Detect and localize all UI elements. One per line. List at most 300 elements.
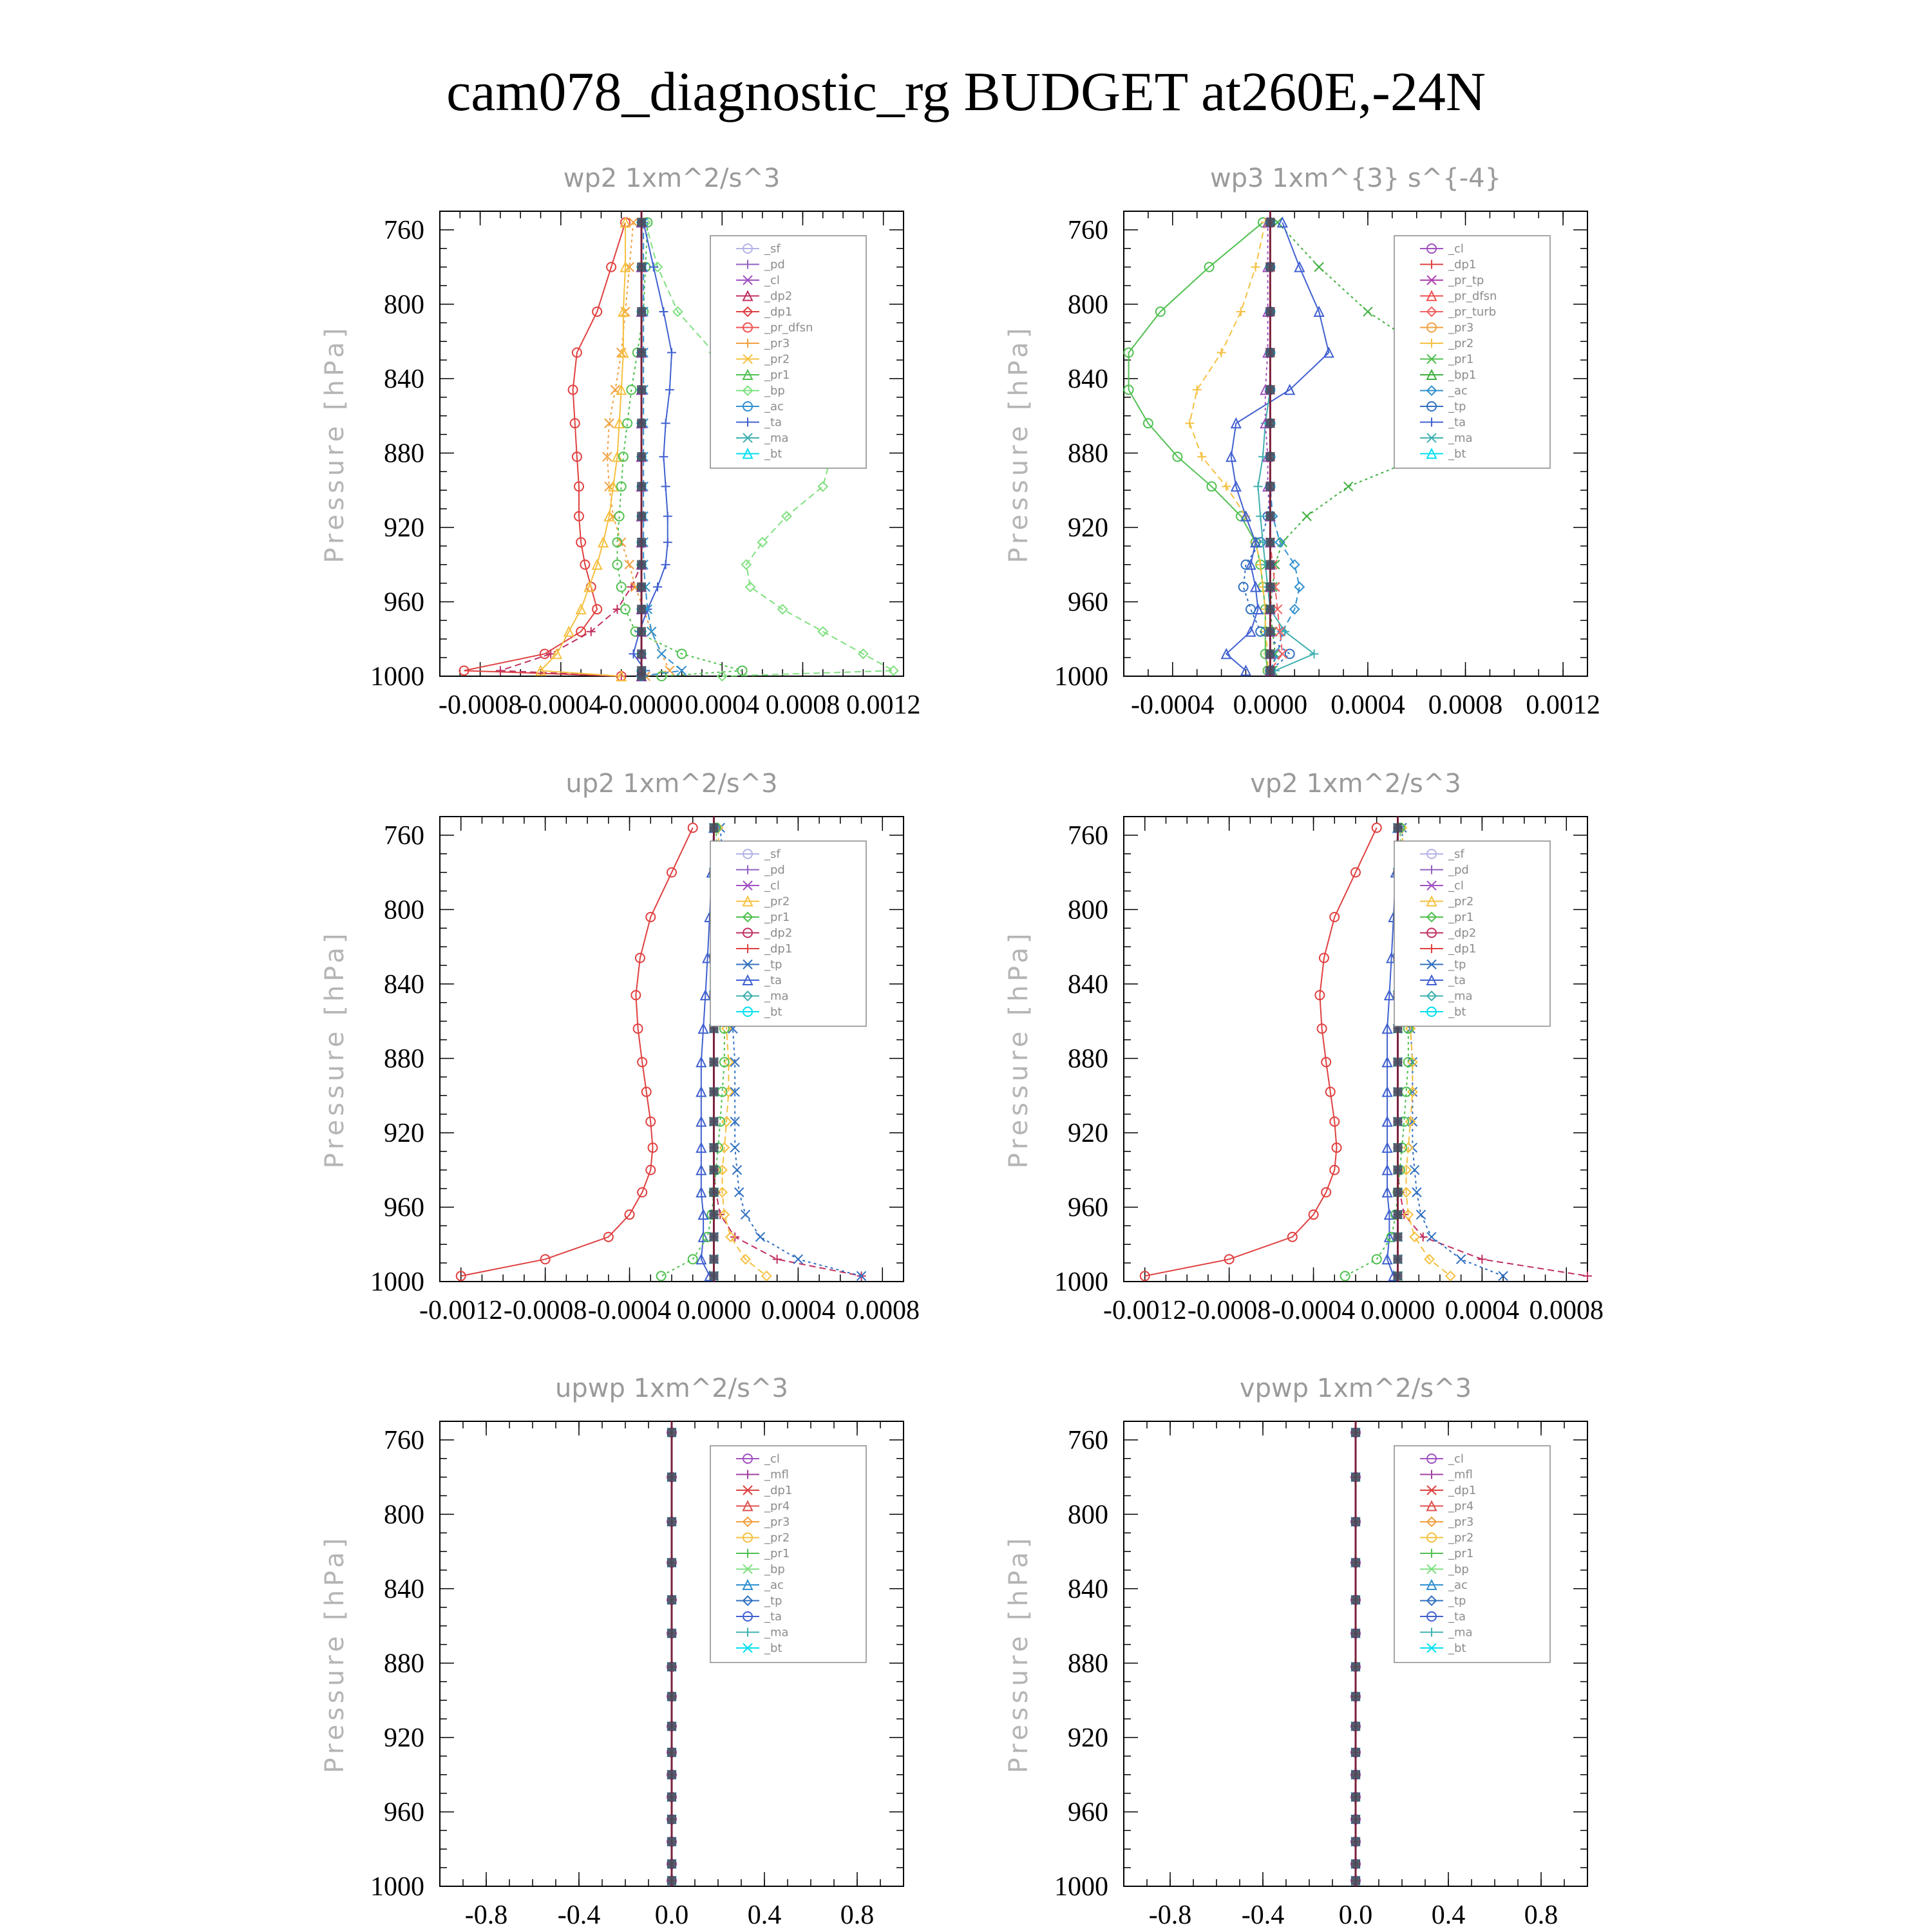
series-line bbox=[1244, 222, 1290, 670]
data-point bbox=[732, 1166, 741, 1175]
data-point bbox=[1197, 452, 1206, 461]
legend-label: _tp bbox=[1448, 1594, 1466, 1608]
x-tick-label: -0.0012 bbox=[1103, 1296, 1187, 1325]
legend-label: _ta bbox=[1448, 974, 1466, 987]
zero-profile-marker bbox=[709, 1057, 718, 1066]
zero-profile-marker bbox=[667, 1662, 676, 1671]
y-tick-label: 920 bbox=[384, 1118, 424, 1148]
x-tick-label: -0.0008 bbox=[438, 690, 522, 720]
zero-profile-marker bbox=[1351, 1662, 1360, 1671]
data-point bbox=[1251, 263, 1260, 272]
legend-label: _pr1 bbox=[764, 911, 790, 924]
y-axis-label: Pressure [hPa] bbox=[1004, 929, 1034, 1169]
legend-label: _pr4 bbox=[1448, 1499, 1474, 1513]
legend-label: _sf bbox=[764, 848, 781, 861]
legend-label: _bp1 bbox=[1448, 368, 1477, 382]
legend-label: _pr_dfsn bbox=[764, 321, 813, 335]
legend-label: _bt bbox=[1448, 1642, 1466, 1655]
data-point bbox=[1302, 512, 1311, 521]
zero-profile-marker bbox=[667, 1692, 676, 1701]
legend-label: _tp bbox=[1448, 400, 1466, 413]
zero-profile-marker bbox=[1351, 1815, 1360, 1824]
x-tick-label: 0.0008 bbox=[765, 690, 840, 720]
zero-profile-marker bbox=[1265, 452, 1274, 461]
legend-label: _pr4 bbox=[764, 1499, 790, 1513]
zero-profile-marker bbox=[667, 1859, 676, 1868]
zero-profile-marker bbox=[1351, 1629, 1360, 1638]
legend-label: _pr2 bbox=[764, 352, 790, 366]
data-point bbox=[1185, 419, 1194, 428]
legend-label: _dp2 bbox=[764, 289, 793, 303]
y-tick-label: 760 bbox=[384, 820, 424, 851]
zero-profile-marker bbox=[1265, 482, 1274, 491]
zero-profile-marker bbox=[667, 1473, 676, 1482]
x-tick-label: -0.0004 bbox=[587, 1296, 672, 1325]
zero-profile-marker bbox=[667, 1837, 676, 1846]
legend-label: _cl bbox=[764, 879, 780, 893]
zero-profile-marker bbox=[1393, 1188, 1402, 1197]
zero-profile-marker bbox=[1393, 1210, 1402, 1219]
data-point bbox=[657, 649, 666, 658]
legend-label: _bt bbox=[1448, 1005, 1466, 1019]
zero-profile-marker bbox=[667, 1629, 676, 1638]
x-tick-label: 0.0004 bbox=[1331, 690, 1405, 720]
series-dp1 bbox=[460, 218, 630, 681]
data-point bbox=[741, 1210, 750, 1219]
x-tick-label: -0.0000 bbox=[600, 690, 683, 720]
y-tick-label: 920 bbox=[384, 513, 424, 543]
zero-profile-marker bbox=[1265, 605, 1274, 614]
zero-profile-marker bbox=[667, 1428, 676, 1437]
zero-profile-marker bbox=[1351, 1692, 1360, 1701]
zero-profile-marker bbox=[637, 560, 646, 569]
zero-profile-marker bbox=[1393, 1087, 1402, 1096]
zero-profile-marker bbox=[1393, 823, 1402, 832]
legend-label: _ma bbox=[1448, 1625, 1473, 1640]
zero-profile-marker bbox=[709, 823, 718, 832]
page-title: cam078_diagnostic_rg BUDGET at260E,-24N bbox=[446, 61, 1486, 122]
x-tick-label: -0.4 bbox=[557, 1900, 601, 1930]
x-tick-label: -0.8 bbox=[464, 1900, 508, 1930]
y-tick-label: 800 bbox=[384, 290, 424, 320]
zero-profile-marker bbox=[709, 1166, 718, 1175]
legend-label: _dp1 bbox=[1448, 1484, 1477, 1497]
zero-profile-marker bbox=[667, 1876, 676, 1885]
zero-profile-marker bbox=[637, 672, 646, 681]
legend-label: _ma bbox=[764, 1625, 789, 1640]
series-dp2 bbox=[496, 218, 646, 681]
series-dp1 bbox=[1141, 823, 1381, 1280]
chart-subtitle: wp2 1xm^2/s^3 bbox=[563, 164, 781, 193]
legend-label: _sf bbox=[1448, 848, 1464, 861]
chart-panel-0 bbox=[320, 164, 920, 720]
chart-panel-4 bbox=[320, 1374, 904, 1930]
legend-label: _cl bbox=[1448, 1452, 1464, 1466]
y-tick-label: 920 bbox=[1068, 1118, 1108, 1148]
legend-label: _bt bbox=[1448, 447, 1466, 461]
legend-label: _bp bbox=[764, 1562, 785, 1577]
zero-profile-marker bbox=[1393, 1057, 1402, 1066]
y-tick-label: 1000 bbox=[370, 1267, 424, 1297]
data-point bbox=[661, 482, 670, 491]
zero-profile-marker bbox=[637, 627, 646, 636]
zero-profile-marker bbox=[1265, 419, 1274, 428]
data-point bbox=[1410, 1233, 1419, 1242]
y-tick-label: 840 bbox=[384, 364, 424, 394]
legend-label: _tp bbox=[764, 1594, 782, 1608]
chart-panel-3 bbox=[1004, 769, 1604, 1325]
legend-label: _pr3 bbox=[764, 337, 790, 350]
zero-profile-marker bbox=[1265, 627, 1274, 636]
legend-label: _tp bbox=[1448, 958, 1466, 972]
y-tick-label: 1000 bbox=[1054, 1872, 1108, 1902]
x-tick-label: 0.0000 bbox=[676, 1296, 752, 1325]
data-point bbox=[1290, 560, 1299, 569]
zero-profile-marker bbox=[1265, 560, 1274, 569]
data-point bbox=[659, 452, 668, 461]
zero-profile-marker bbox=[1351, 1748, 1360, 1757]
legend-label: _cl bbox=[764, 274, 780, 287]
y-tick-label: 960 bbox=[1068, 587, 1108, 618]
zero-profile-marker bbox=[709, 1087, 718, 1096]
legend-label: _sf bbox=[764, 242, 781, 256]
chart-panel-5 bbox=[1004, 1374, 1587, 1930]
series-ta bbox=[629, 218, 676, 681]
x-tick-label: -0.0012 bbox=[419, 1296, 503, 1325]
y-tick-label: 960 bbox=[384, 1797, 424, 1828]
chart-panel-1 bbox=[1004, 164, 1600, 720]
zero-profile-marker bbox=[709, 1255, 718, 1264]
series-line bbox=[500, 222, 641, 676]
data-point bbox=[653, 582, 662, 591]
data-point bbox=[793, 1255, 802, 1264]
legend-label: _pr3 bbox=[764, 1515, 790, 1529]
zero-profile-marker bbox=[1265, 538, 1274, 547]
zero-profile-marker bbox=[1393, 1255, 1402, 1264]
series-line bbox=[1145, 828, 1377, 1276]
zero-profile-marker bbox=[709, 1271, 718, 1280]
legend-label: _bt bbox=[764, 1005, 782, 1019]
zero-profile-marker bbox=[637, 482, 646, 491]
x-tick-label: 0.0008 bbox=[845, 1296, 920, 1325]
legend-label: _ac bbox=[764, 1578, 784, 1592]
data-point bbox=[667, 348, 676, 357]
legend-label: _pr1 bbox=[1448, 1547, 1474, 1560]
data-point bbox=[496, 666, 505, 675]
legend-label: _ta bbox=[764, 1610, 782, 1624]
legend-label: _ta bbox=[764, 974, 782, 987]
zero-profile-marker bbox=[637, 307, 646, 316]
data-point bbox=[1222, 482, 1231, 491]
legend-label: _pr2 bbox=[764, 895, 790, 909]
y-axis-label: Pressure [hPa] bbox=[1004, 324, 1034, 564]
zero-profile-marker bbox=[1265, 649, 1274, 658]
zero-profile-marker bbox=[1265, 307, 1274, 316]
data-point bbox=[1193, 385, 1202, 394]
zero-profile-marker bbox=[709, 1117, 718, 1126]
series-line bbox=[641, 222, 682, 676]
data-point bbox=[1344, 482, 1353, 491]
legend-label: _ma bbox=[1448, 431, 1473, 445]
data-point bbox=[1314, 263, 1323, 272]
y-tick-label: 840 bbox=[1068, 364, 1108, 394]
x-tick-label: -0.0004 bbox=[1271, 1296, 1356, 1325]
zero-profile-marker bbox=[637, 605, 646, 614]
legend-label: _pr1 bbox=[1448, 911, 1474, 924]
data-point bbox=[625, 560, 634, 569]
data-point bbox=[755, 1233, 764, 1242]
zero-profile-marker bbox=[709, 1233, 718, 1242]
data-point bbox=[1363, 307, 1372, 316]
legend-label: _cl bbox=[764, 1452, 780, 1466]
y-tick-label: 800 bbox=[1068, 290, 1108, 320]
data-point bbox=[1253, 482, 1262, 491]
zero-profile-marker bbox=[1351, 1558, 1360, 1567]
legend-label: _pr_tp bbox=[1448, 274, 1484, 287]
legend-label: _dp2 bbox=[764, 926, 793, 940]
zero-profile-marker bbox=[637, 348, 646, 357]
legend-label: _pr_dfsn bbox=[1448, 289, 1497, 303]
legend-label: _bt bbox=[764, 1642, 782, 1655]
series-line bbox=[1270, 222, 1299, 670]
x-tick-label: 0.0004 bbox=[1444, 1296, 1520, 1325]
legend-label: _pr2 bbox=[1448, 337, 1474, 350]
zero-profile-marker bbox=[709, 1188, 718, 1197]
y-tick-label: 760 bbox=[1068, 820, 1108, 851]
data-point bbox=[1256, 512, 1265, 521]
legend-label: _ac bbox=[764, 400, 784, 413]
zero-profile-marker bbox=[637, 512, 646, 521]
series-dp1 bbox=[457, 823, 697, 1280]
zero-profile-marker bbox=[1393, 1143, 1402, 1152]
legend-label: _pr_turb bbox=[1448, 305, 1497, 319]
zero-profile-marker bbox=[637, 582, 646, 591]
x-tick-label: 0.8 bbox=[1524, 1900, 1558, 1930]
data-point bbox=[1341, 1271, 1350, 1280]
legend-label: _ta bbox=[764, 415, 782, 430]
data-point bbox=[773, 1255, 782, 1264]
chart-subtitle: vpwp 1xm^2/s^3 bbox=[1239, 1374, 1472, 1403]
y-tick-label: 760 bbox=[1068, 1425, 1108, 1455]
zero-profile-marker bbox=[637, 263, 646, 272]
legend-label: _dp1 bbox=[764, 305, 793, 319]
y-tick-label: 760 bbox=[384, 215, 424, 245]
legend-label: _dp2 bbox=[1448, 926, 1477, 940]
x-tick-label: -0.0008 bbox=[1187, 1296, 1271, 1325]
x-tick-label: -0.8 bbox=[1148, 1900, 1192, 1930]
legend-label: _ta bbox=[1448, 1610, 1466, 1624]
y-tick-label: 1000 bbox=[1054, 1267, 1108, 1297]
y-tick-label: 880 bbox=[384, 1649, 424, 1679]
legend-label: _cl bbox=[1448, 879, 1464, 893]
y-tick-label: 840 bbox=[384, 1574, 424, 1604]
zero-profile-marker bbox=[637, 218, 646, 227]
y-tick-label: 880 bbox=[1068, 1044, 1108, 1074]
zero-profile-marker bbox=[1351, 1517, 1360, 1526]
zero-profile-marker bbox=[637, 385, 646, 394]
chart-subtitle: upwp 1xm^2/s^3 bbox=[555, 1374, 788, 1403]
zero-profile-marker bbox=[1393, 1271, 1402, 1280]
y-tick-label: 840 bbox=[384, 969, 424, 999]
y-tick-label: 960 bbox=[384, 1193, 424, 1223]
data-point bbox=[1295, 582, 1304, 591]
data-point bbox=[730, 1143, 739, 1152]
legend-label: _pr2 bbox=[764, 1531, 790, 1545]
y-tick-label: 880 bbox=[384, 1044, 424, 1074]
data-point bbox=[1217, 348, 1226, 357]
y-tick-label: 1000 bbox=[370, 1872, 424, 1902]
zero-profile-marker bbox=[1351, 1595, 1360, 1604]
data-point bbox=[665, 385, 674, 394]
zero-profile-marker bbox=[1265, 582, 1274, 591]
data-point bbox=[663, 512, 672, 521]
zero-profile-marker bbox=[637, 538, 646, 547]
zero-profile-marker bbox=[637, 452, 646, 461]
zero-profile-marker bbox=[667, 1815, 676, 1824]
y-tick-label: 840 bbox=[1068, 969, 1108, 999]
y-tick-label: 960 bbox=[1068, 1797, 1108, 1828]
zero-profile-marker bbox=[1351, 1428, 1360, 1437]
data-point bbox=[663, 538, 672, 547]
y-tick-label: 1000 bbox=[370, 662, 424, 692]
legend-label: _pr1 bbox=[1448, 352, 1474, 366]
zero-profile-marker bbox=[1393, 1117, 1402, 1126]
legend-label: _cl bbox=[1448, 242, 1464, 256]
zero-profile-marker bbox=[709, 1210, 718, 1219]
zero-profile-marker bbox=[1393, 1166, 1402, 1175]
y-tick-label: 840 bbox=[1068, 1574, 1108, 1604]
legend-label: _ac bbox=[1448, 1578, 1468, 1592]
zero-profile-marker bbox=[1265, 218, 1274, 227]
zero-profile-marker bbox=[1351, 1473, 1360, 1482]
chart-subtitle: vp2 1xm^2/s^3 bbox=[1250, 769, 1461, 799]
x-tick-label: 0.0004 bbox=[761, 1296, 836, 1325]
y-tick-label: 880 bbox=[384, 439, 424, 469]
data-point bbox=[661, 419, 670, 428]
data-point bbox=[665, 666, 674, 675]
y-axis-label: Pressure [hPa] bbox=[1004, 1534, 1034, 1774]
legend-label: _pd bbox=[764, 258, 785, 272]
y-tick-label: 920 bbox=[384, 1723, 424, 1753]
x-tick-label: -0.0008 bbox=[503, 1296, 587, 1325]
chart-panel-2 bbox=[320, 769, 920, 1325]
data-point bbox=[1246, 605, 1255, 614]
y-tick-label: 760 bbox=[384, 1425, 424, 1455]
chart-subtitle: wp3 1xm^{3} s^{-4} bbox=[1209, 164, 1502, 193]
y-tick-label: 760 bbox=[1068, 215, 1108, 245]
x-tick-label: 0.0004 bbox=[685, 690, 760, 720]
x-tick-label: 0.0 bbox=[654, 1900, 689, 1930]
zero-profile-marker bbox=[637, 649, 646, 658]
zero-profile-marker bbox=[1351, 1792, 1360, 1801]
y-tick-label: 800 bbox=[384, 1500, 424, 1530]
data-point bbox=[657, 1271, 666, 1280]
zero-profile-marker bbox=[1393, 1233, 1402, 1242]
data-point bbox=[659, 307, 668, 316]
series-line bbox=[1258, 222, 1314, 670]
legend-label: _pr2 bbox=[1448, 1531, 1474, 1545]
data-point bbox=[735, 1188, 744, 1197]
legend-label: _ma bbox=[764, 431, 789, 445]
y-tick-label: 960 bbox=[1068, 1193, 1108, 1223]
legend-label: _dp1 bbox=[764, 1484, 793, 1497]
y-axis-label: Pressure [hPa] bbox=[320, 324, 350, 564]
legend-label: _mfl bbox=[764, 1468, 789, 1482]
data-point bbox=[1583, 1271, 1592, 1280]
series-ma bbox=[1253, 218, 1318, 675]
x-tick-label: 0.0 bbox=[1338, 1900, 1373, 1930]
zero-profile-marker bbox=[1265, 348, 1274, 357]
y-tick-label: 920 bbox=[1068, 1723, 1108, 1753]
zero-profile-marker bbox=[667, 1595, 676, 1604]
zero-profile-marker bbox=[667, 1748, 676, 1757]
y-tick-label: 880 bbox=[1068, 1649, 1108, 1679]
zero-profile-marker bbox=[1351, 1722, 1360, 1731]
zero-profile-marker bbox=[1265, 263, 1274, 272]
y-tick-label: 800 bbox=[1068, 1500, 1108, 1530]
zero-profile-marker bbox=[667, 1770, 676, 1779]
series-line bbox=[1270, 222, 1282, 670]
legend-label: _pd bbox=[1448, 863, 1469, 877]
zero-profile-marker bbox=[709, 1143, 718, 1152]
legend-label: _pd bbox=[764, 863, 785, 877]
x-tick-label: -0.0004 bbox=[1131, 690, 1215, 720]
legend-label: _dp1 bbox=[1448, 258, 1477, 272]
legend-label: _pr1 bbox=[764, 1547, 790, 1560]
legend-label: _pr2 bbox=[1448, 895, 1474, 909]
y-tick-label: 920 bbox=[1068, 513, 1108, 543]
chart-subtitle: up2 1xm^2/s^3 bbox=[565, 769, 778, 799]
legend-label: _dp1 bbox=[1448, 942, 1477, 956]
y-tick-label: 800 bbox=[384, 895, 424, 925]
legend-label: _ac bbox=[1448, 384, 1468, 398]
zero-profile-marker bbox=[1265, 385, 1274, 394]
x-tick-label: 0.8 bbox=[840, 1900, 875, 1930]
series-line bbox=[1189, 222, 1267, 670]
legend-label: _pr3 bbox=[1448, 1515, 1474, 1529]
y-tick-label: 800 bbox=[1068, 895, 1108, 925]
data-point bbox=[661, 560, 670, 569]
y-axis-label: Pressure [hPa] bbox=[320, 929, 350, 1169]
legend-label: _ta bbox=[1448, 415, 1466, 430]
legend-label: _ma bbox=[1448, 989, 1473, 1003]
x-tick-label: 0.4 bbox=[1431, 1900, 1466, 1930]
series-line bbox=[461, 828, 693, 1276]
x-tick-label: 0.4 bbox=[747, 1900, 782, 1930]
zero-profile-marker bbox=[1351, 1876, 1360, 1885]
x-tick-label: 0.0000 bbox=[1233, 690, 1308, 720]
data-point bbox=[1285, 649, 1294, 658]
zero-profile-marker bbox=[1351, 1837, 1360, 1846]
legend-label: _dp1 bbox=[764, 942, 793, 956]
x-tick-label: 0.0008 bbox=[1428, 690, 1503, 720]
zero-profile-marker bbox=[1351, 1859, 1360, 1868]
zero-profile-marker bbox=[1351, 1770, 1360, 1779]
legend-label: _ma bbox=[764, 989, 789, 1003]
zero-profile-marker bbox=[637, 419, 646, 428]
y-tick-label: 960 bbox=[384, 587, 424, 618]
x-tick-label: -0.0004 bbox=[519, 690, 603, 720]
zero-profile-marker bbox=[667, 1558, 676, 1567]
x-tick-label: 0.0012 bbox=[846, 690, 921, 720]
legend-label: _pr1 bbox=[764, 368, 790, 382]
x-tick-label: -0.4 bbox=[1241, 1900, 1285, 1930]
legend-label: _pr3 bbox=[1448, 321, 1474, 335]
x-tick-label: 0.0000 bbox=[1360, 1296, 1435, 1325]
y-tick-label: 1000 bbox=[1054, 662, 1108, 692]
x-tick-label: 0.0012 bbox=[1526, 690, 1600, 720]
zero-profile-marker bbox=[667, 1722, 676, 1731]
